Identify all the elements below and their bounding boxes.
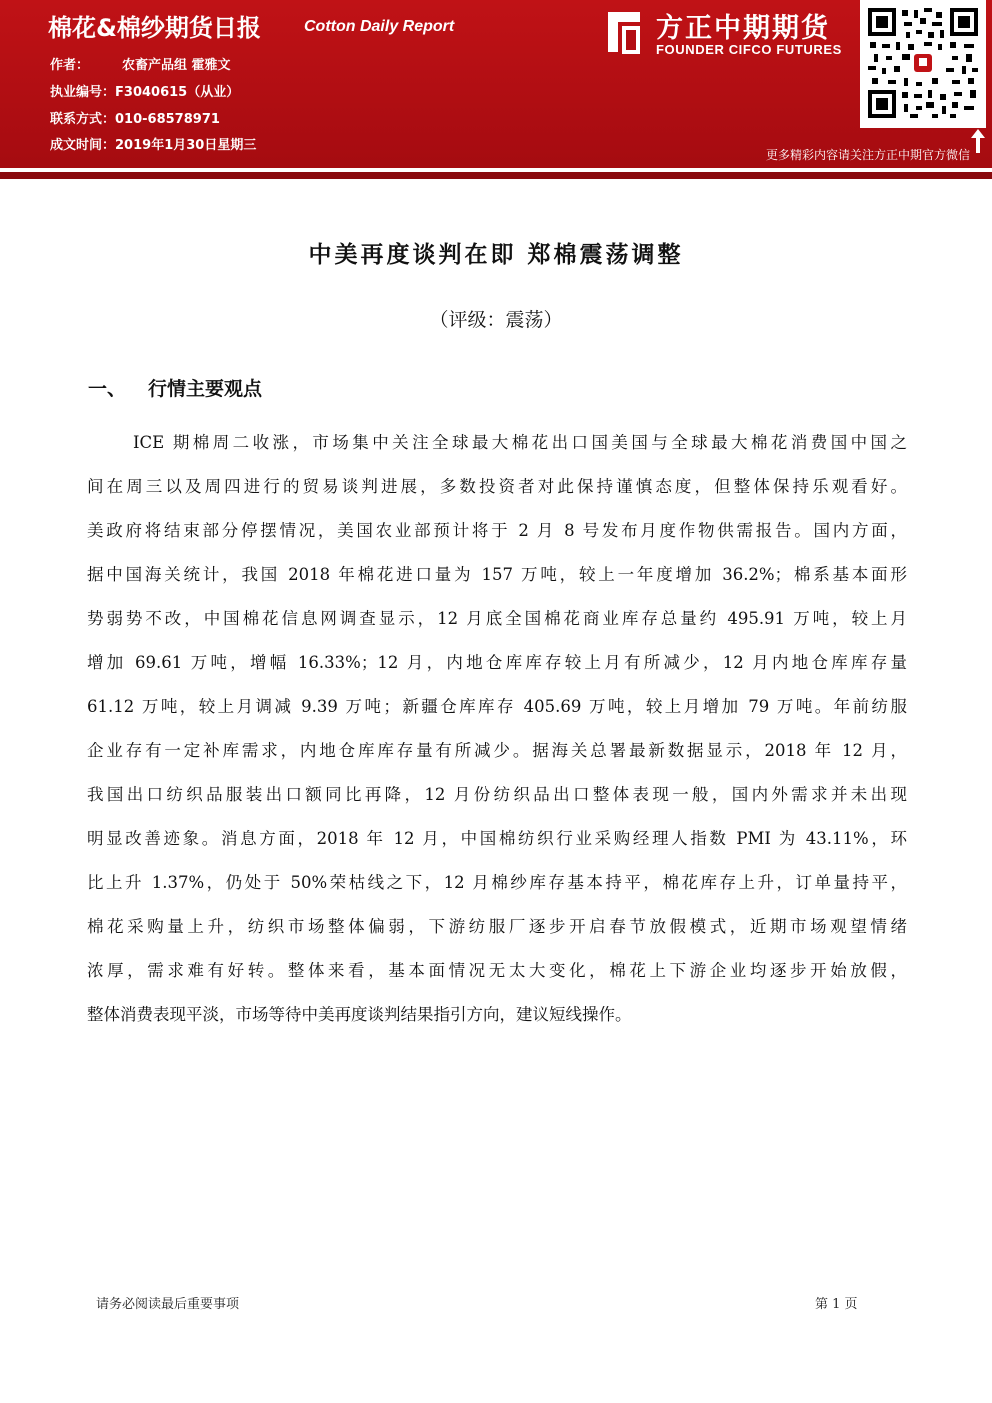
paragraph-line: 棉花采购量上升，纺织市场整体偏弱，下游纺服厂逐步开启春节放假模式，近期市场观望情绪 [87,917,907,936]
paragraph-line: 我国出口纺织品服装出口额同比再降，12 月份纺织品出口整体表现一般，国内外需求并未出现 [87,785,907,804]
page-number: 第 1 页 [815,1297,858,1312]
paragraph-line: 企业存有一定补库需求，内地仓库库存量有所减少。据海关总署最新数据显示，2018 年 12 月， [87,741,907,760]
paragraph-line: 61.12 万吨，较上月调减 9.39 万吨；新疆仓库库存 405.69 万吨，较上月增加 79 万吨。年前纺服 [87,697,907,716]
date-label: 成文时间： [50,138,116,153]
author-row [50,54,231,73]
date-value: 2019年1月30日星期三 [115,138,257,153]
section-title: 行情主要观点 [148,378,263,400]
paragraph-line: 间在周三以及周四进行的贸易谈判进展，多数投资者对此保持谨慎态度，但整体保持乐观看好。 [87,477,907,496]
report-header-band [0,0,992,168]
brand-logo [600,6,852,64]
report-title: 棉花&棉纱期货日报 [48,14,261,42]
license-label: 执业编号： [50,85,116,100]
header-divider-white [0,168,992,170]
contact-value: 010-68578971 [115,112,220,127]
license-row [50,81,239,100]
paragraph-line: 增加 69.61 万吨，增幅 16.33%；12 月，内地仓库库存较上月有所减少，12 月内地仓库库存量 [87,653,907,672]
contact-label: 联系方式： [50,112,116,127]
document-title: 中美再度谈判在即 郑棉震荡调整 [308,241,684,268]
brand-mark-icon [600,8,646,58]
document-rating: （评级：震荡） [429,309,563,331]
paragraph-line: 比上升 1.37%，仍处于 50%荣枯线之下，12 月棉纱库存基本持平，棉花库存上升，订单量持平， [87,873,907,892]
wechat-qr-code [860,0,986,128]
paragraph-line: 据中国海关统计，我国 2018 年棉花进口量为 157 万吨，较上一年度增加 36.2%；棉系基本面形 [87,565,907,584]
license-value: F3040615（从业） [115,85,240,100]
author-label: 作者： [50,58,90,73]
follow-wechat-text: 更多精彩内容请关注方正中期官方微信 [765,148,970,162]
author-value: 农畜产品组 霍雅文 [122,58,231,73]
paragraph-line: 美政府将结束部分停摆情况，美国农业部预计将于 2 月 8 号发布月度作物供需报告。国内方面， [87,521,907,540]
paragraph-line: 明显改善迹象。消息方面，2018 年 12 月，中国棉纺织行业采购经理人指数 PMI 为 43.11%，环 [87,829,907,848]
brand-name-en: FOUNDER CIFCO FUTURES [656,42,842,57]
section-number: 一、 [88,378,127,400]
contact-row [50,108,220,127]
qr-code-icon [866,6,980,120]
report-title-en: Cotton Daily Report [304,18,455,35]
header-divider-dark [0,172,992,179]
paragraph-line: 浓厚，需求难有好转。整体来看，基本面情况无太大变化，棉花上下游企业均逐步开始放假， [87,961,907,980]
brand-name-cn: 方正中期期货 [656,13,830,44]
section-heading [88,374,262,401]
up-arrow-icon [970,128,986,154]
paragraph-line: 整体消费表现平淡，市场等待中美再度谈判结果指引方向，建议短线操作。 [87,1005,632,1024]
paragraph-line: 势弱势不改，中国棉花信息网调查显示，12 月底全国棉花商业库存总量约 495.91 万吨，较上月 [87,609,907,628]
paragraph-line: ICE 期棉周二收涨，市场集中关注全球最大棉花出口国美国与全球最大棉花消费国中国之 [133,433,907,452]
date-row [50,134,256,153]
footer-notice: 请务必阅读最后重要事项 [96,1297,240,1312]
